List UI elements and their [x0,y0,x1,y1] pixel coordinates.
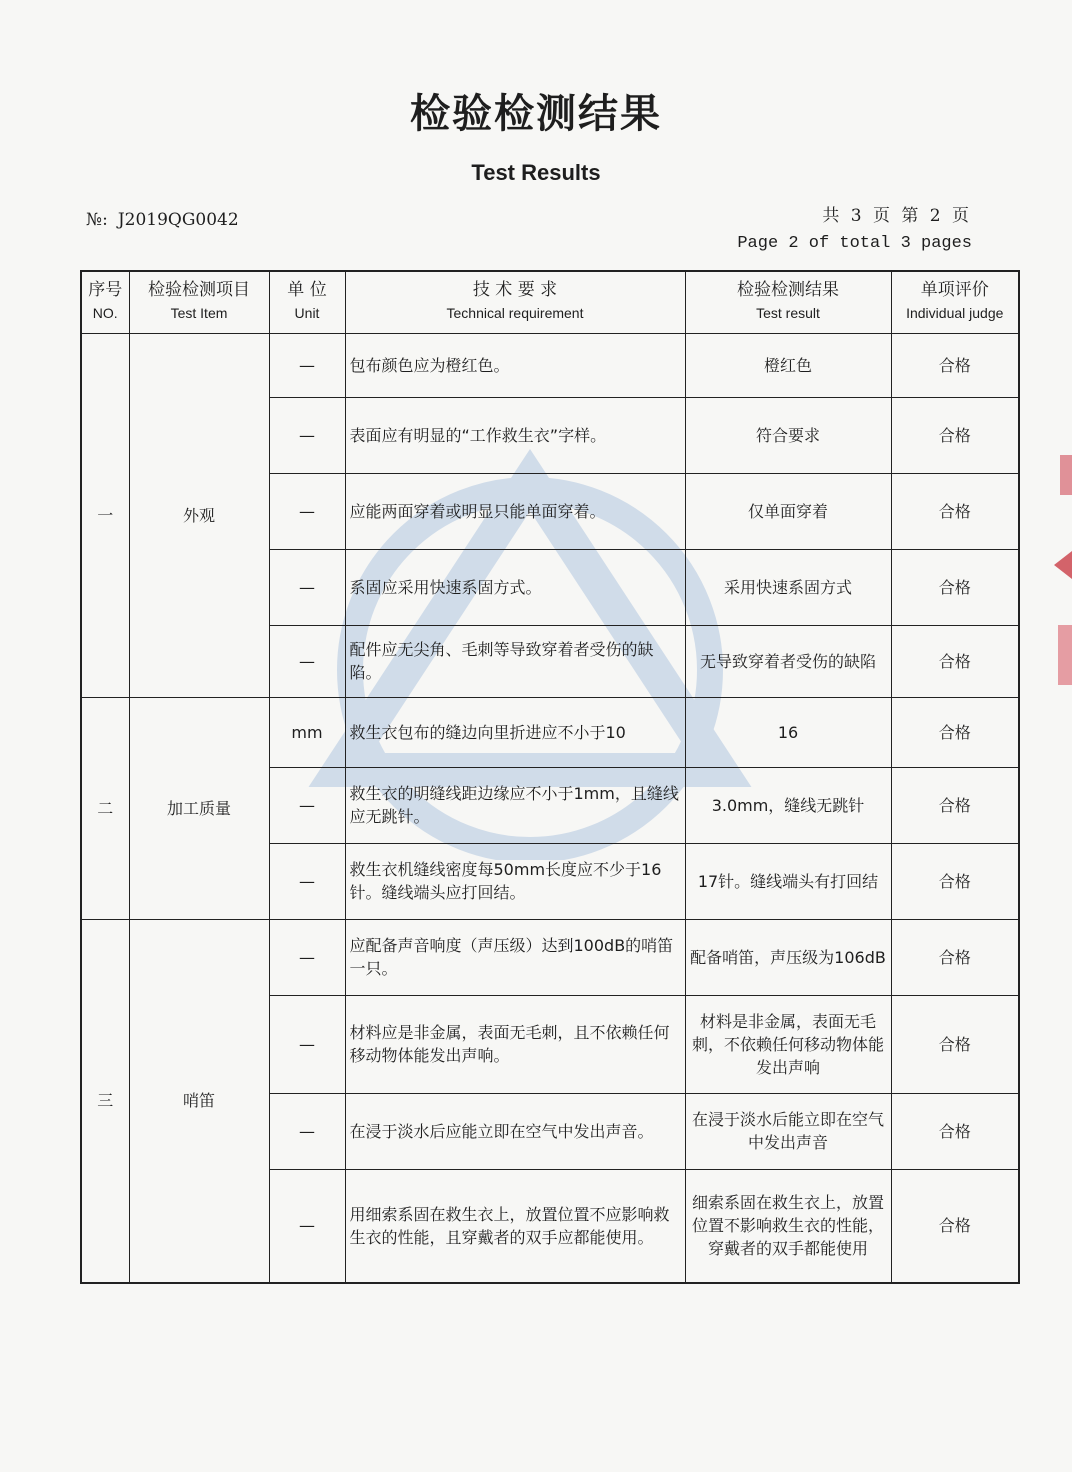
result-cell: 细索系固在救生衣上，放置位置不影响救生衣的性能，穿戴者的双手都能使用 [685,1169,891,1283]
unit-cell: — [269,995,345,1093]
result-cell: 符合要求 [685,397,891,473]
requirement-cell: 配件应无尖角、毛刺等导致穿着者受伤的缺陷。 [345,625,685,697]
result-cell: 3.0mm，缝线无跳针 [685,767,891,843]
judge-cell: 合格 [891,397,1019,473]
requirement-cell: 应能两面穿着或明显只能单面穿着。 [345,473,685,549]
result-cell: 在浸于淡水后能立即在空气中发出声音 [685,1093,891,1169]
requirement-cell: 材料应是非金属，表面无毛刺，且不依赖任何移动物体能发出声响。 [345,995,685,1093]
document-number [86,210,239,230]
requirement-cell: 系固应采用快速系固方式。 [345,549,685,625]
results-table [80,270,1020,1284]
requirement-cell: 表面应有明显的“工作救生衣”字样。 [345,397,685,473]
judge-cell: 合格 [891,995,1019,1093]
unit-cell: — [269,1169,345,1283]
table-row [81,333,1019,397]
table-row [81,697,1019,767]
requirement-cell: 救生衣的明缝线距边缘应不小于1mm，且缝线应无跳针。 [345,767,685,843]
requirement-cell: 应配备声音响度（声压级）达到100dB的哨笛一只。 [345,919,685,995]
header-requirement: 技 术 要 求 Technical requirement [345,271,685,333]
result-cell: 无导致穿着者受伤的缺陷 [685,625,891,697]
judge-cell: 合格 [891,473,1019,549]
page-title: 检验检测结果 [410,91,662,137]
requirement-cell: 救生衣包布的缝边向里折进应不小于10 [345,697,685,767]
table-header-row [81,271,1019,333]
group-item: 外观 [129,333,269,697]
result-cell: 17针。缝线端头有打回结 [685,843,891,919]
unit-cell: — [269,1093,345,1169]
group-item: 哨笛 [129,919,269,1283]
header-judge: 单项评价 Individual judge [891,271,1019,333]
result-cell: 仅单面穿着 [685,473,891,549]
requirement-cell: 包布颜色应为橙红色。 [345,333,685,397]
table-row [81,919,1019,995]
unit-cell: — [269,843,345,919]
judge-cell: 合格 [891,333,1019,397]
group-item: 加工质量 [129,697,269,919]
judge-cell: 合格 [891,843,1019,919]
result-cell: 橙红色 [685,333,891,397]
judge-cell: 合格 [891,919,1019,995]
result-cell: 材料是非金属，表面无毛刺，不依赖任何移动物体能发出声响 [685,995,891,1093]
unit-cell: mm [269,697,345,767]
requirement-cell: 在浸于淡水后应能立即在空气中发出声音。 [345,1093,685,1169]
judge-cell: 合格 [891,697,1019,767]
result-cell: 配备哨笛，声压级为106dB [685,919,891,995]
unit-cell: — [269,767,345,843]
judge-cell: 合格 [891,625,1019,697]
unit-cell: — [269,473,345,549]
group-number: 三 [81,919,129,1283]
unit-cell: — [269,625,345,697]
judge-cell: 合格 [891,1169,1019,1283]
judge-cell: 合格 [891,1093,1019,1169]
requirement-cell: 用细索系固在救生衣上，放置位置不应影响救生衣的性能，且穿戴者的双手应都能使用。 [345,1169,685,1283]
unit-cell: — [269,397,345,473]
judge-cell: 合格 [891,549,1019,625]
requirement-cell: 救生衣机缝线密度每50mm长度应不少于16针。缝线端头应打回结。 [345,843,685,919]
header-result: 检验检测结果 Test result [685,271,891,333]
seal-edge-icon [1050,455,1072,705]
page-subtitle: Test Results [471,160,601,185]
unit-cell: — [269,549,345,625]
group-number: 一 [81,333,129,697]
page-info-en: Page 2 of total 3 pages [737,234,972,253]
header-no: 序号 NO. [81,271,129,333]
unit-cell: — [269,333,345,397]
result-cell: 16 [685,697,891,767]
judge-cell: 合格 [891,767,1019,843]
result-cell: 采用快速系固方式 [685,549,891,625]
unit-cell: — [269,919,345,995]
document-number-value: J2019QG0042 [117,210,239,230]
header-unit: 单 位 Unit [269,271,345,333]
header-item: 检验检测项目 Test Item [129,271,269,333]
page-info-cn: 共 3 页 第 2 页 [822,206,972,226]
page-info [737,202,972,258]
group-number: 二 [81,697,129,919]
document-number-label: №: [86,210,108,230]
